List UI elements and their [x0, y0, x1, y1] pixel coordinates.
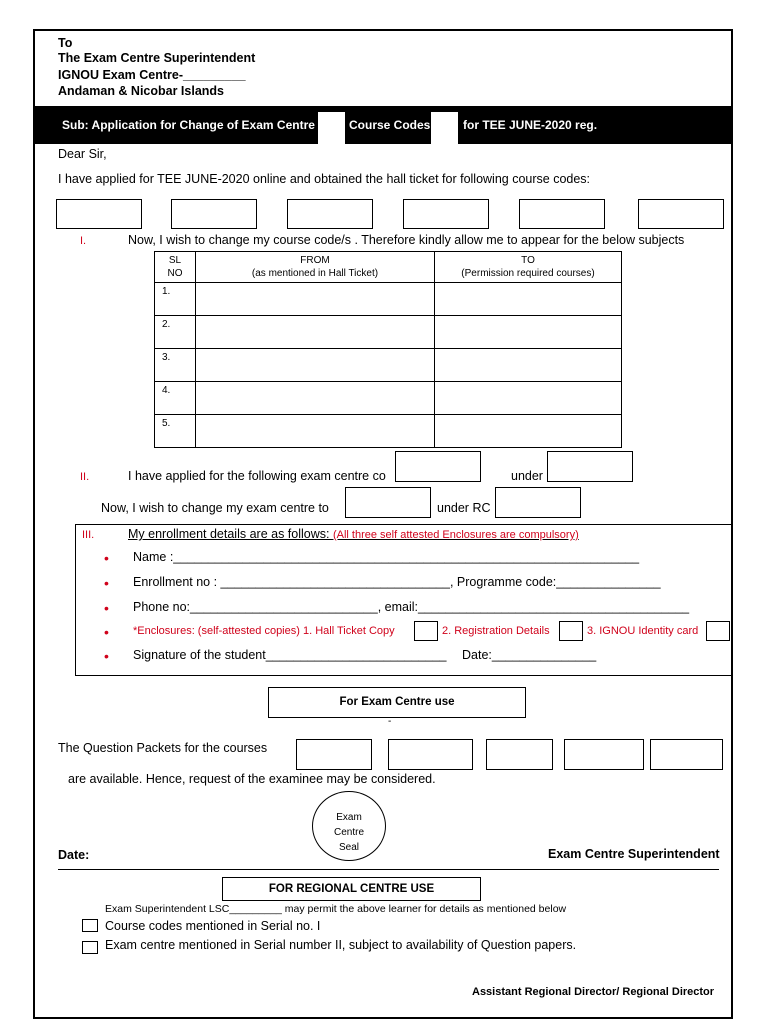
new-centre-box[interactable] [345, 487, 431, 518]
address-region: Andaman & Nicobar Islands [58, 84, 225, 98]
to-cell[interactable] [435, 415, 622, 448]
regional-centre-use-title: FOR REGIONAL CENTRE USE [222, 877, 481, 901]
bullet-icon: • [104, 600, 109, 616]
bullet-icon: • [104, 575, 109, 591]
exam-centre-use-title: For Exam Centre use [268, 687, 526, 718]
new-rc-box[interactable] [495, 487, 581, 518]
sl-no-header: SL NO [155, 252, 196, 283]
to-cell[interactable] [435, 316, 622, 349]
seal-line-2: Centre [333, 827, 364, 838]
course-code-box[interactable] [56, 199, 142, 229]
phone-email-field[interactable]: Phone no:___________________________, email:_______________________________________ [133, 600, 690, 614]
divider-line [58, 869, 719, 870]
regional-director-label: Assistant Regional Director/ Regional Director [472, 986, 715, 998]
intro-text: I have applied for TEE JUNE-2020 online and obtained the hall ticket for following course codes: [58, 172, 591, 186]
section-2-under-rc: under RC [437, 501, 491, 515]
sl-no-cell: 4. [155, 382, 196, 415]
subject-prefix: Sub: Application for Change of Exam Centre [62, 118, 315, 132]
exam-centre-date-label: Date: [58, 848, 90, 862]
course-code-box[interactable] [519, 199, 605, 229]
course-code-box[interactable] [171, 199, 257, 229]
section-2-number: II. [80, 471, 90, 483]
from-cell[interactable] [196, 316, 435, 349]
packet-course-box[interactable] [564, 739, 644, 770]
enrollment-programme-field[interactable]: Enrollment no : _________________________________, Programme code:_______________ [133, 575, 661, 589]
from-cell[interactable] [196, 415, 435, 448]
section-1-number: I. [80, 235, 87, 247]
permit-text: Exam Superintendent LSC_________ may permit the above learner for details as mentioned below [105, 903, 567, 915]
table-row [155, 382, 622, 415]
section-3-heading-text: My enrollment details are as follows: [128, 527, 330, 541]
identity-card-label: 3. IGNOU Identity card [587, 625, 699, 637]
table-row [155, 349, 622, 382]
current-rc-box[interactable] [547, 451, 633, 482]
to-cell[interactable] [435, 382, 622, 415]
dash-mark: - [388, 716, 392, 727]
enclosures-label: *Enclosures: (self-attested copies) 1. Hall Ticket Copy [133, 625, 395, 637]
table-header-row [155, 252, 622, 283]
option-2-label: Exam centre mentioned in Serial number II, subject to availability of Question papers. [105, 938, 577, 952]
course-codes-box[interactable] [431, 112, 458, 144]
course-code-box[interactable] [403, 199, 489, 229]
seal-line-3: Seal [338, 842, 359, 853]
section-3-heading [128, 527, 579, 541]
from-header: FROM (as mentioned in Hall Ticket) [196, 252, 435, 283]
option-1-checkbox[interactable] [82, 919, 98, 932]
sl-no-cell: 1. [155, 283, 196, 316]
option-1-label: Course codes mentioned in Serial no. I [105, 919, 321, 933]
table-row [155, 415, 622, 448]
to-header: TO (Permission required courses) [435, 252, 622, 283]
date-field[interactable]: Date:_______________ [462, 648, 597, 662]
section-3-note: (All three self attested Enclosures are compulsory) [332, 529, 579, 541]
course-code-box[interactable] [287, 199, 373, 229]
from-cell[interactable] [196, 283, 435, 316]
registration-details-checkbox[interactable] [559, 621, 583, 641]
from-cell[interactable] [196, 349, 435, 382]
exam-centre-code-box[interactable] [318, 112, 345, 144]
section-2-line1: I have applied for the following exam centre co [128, 469, 386, 483]
exam-centre-seal [312, 791, 386, 861]
sl-no-cell: 2. [155, 316, 196, 349]
section-1-text: Now, I wish to change my course code/s . Therefore kindly allow me to appear for the below subjects [128, 233, 685, 247]
bullet-icon: • [104, 648, 109, 664]
table-row [155, 316, 622, 349]
question-packets-text: The Question Packets for the courses [58, 741, 268, 755]
packet-course-box[interactable] [486, 739, 553, 770]
to-cell[interactable] [435, 283, 622, 316]
section-2-under: under [511, 469, 543, 483]
table-row [155, 283, 622, 316]
sl-no-cell: 3. [155, 349, 196, 382]
packet-course-box[interactable] [296, 739, 372, 770]
to-cell[interactable] [435, 349, 622, 382]
sl-no-cell: 5. [155, 415, 196, 448]
address-recipient: The Exam Centre Superintendent [58, 51, 256, 65]
seal-line-1: Exam [336, 812, 362, 823]
subject-suffix: for TEE JUNE-2020 reg. [463, 118, 598, 132]
bullet-icon: • [104, 550, 109, 566]
address-to: To [58, 36, 73, 50]
packet-course-box[interactable] [388, 739, 473, 770]
current-centre-code-box[interactable] [395, 451, 481, 482]
subject-course-codes: Course Codes [349, 118, 431, 132]
section-2-line2: Now, I wish to change my exam centre to [101, 501, 329, 515]
hall-ticket-checkbox[interactable] [414, 621, 438, 641]
course-code-box[interactable] [638, 199, 724, 229]
name-field[interactable]: Name :___________________________________________________________________ [133, 550, 640, 564]
bullet-icon: • [104, 624, 109, 640]
course-change-table [154, 251, 622, 448]
exam-centre-superintendent-label: Exam Centre Superintendent [548, 847, 720, 861]
option-2-checkbox[interactable] [82, 941, 98, 954]
address-centre: IGNOU Exam Centre-_________ [58, 68, 246, 82]
signature-field[interactable]: Signature of the student__________________________ [133, 648, 447, 662]
salutation: Dear Sir, [58, 147, 107, 161]
from-cell[interactable] [196, 382, 435, 415]
available-text: are available. Hence, request of the examinee may be considered. [68, 772, 436, 786]
section-3-number: III. [82, 529, 95, 541]
packet-course-box[interactable] [650, 739, 723, 770]
registration-details-label: 2. Registration Details [442, 625, 550, 637]
identity-card-checkbox[interactable] [706, 621, 730, 641]
